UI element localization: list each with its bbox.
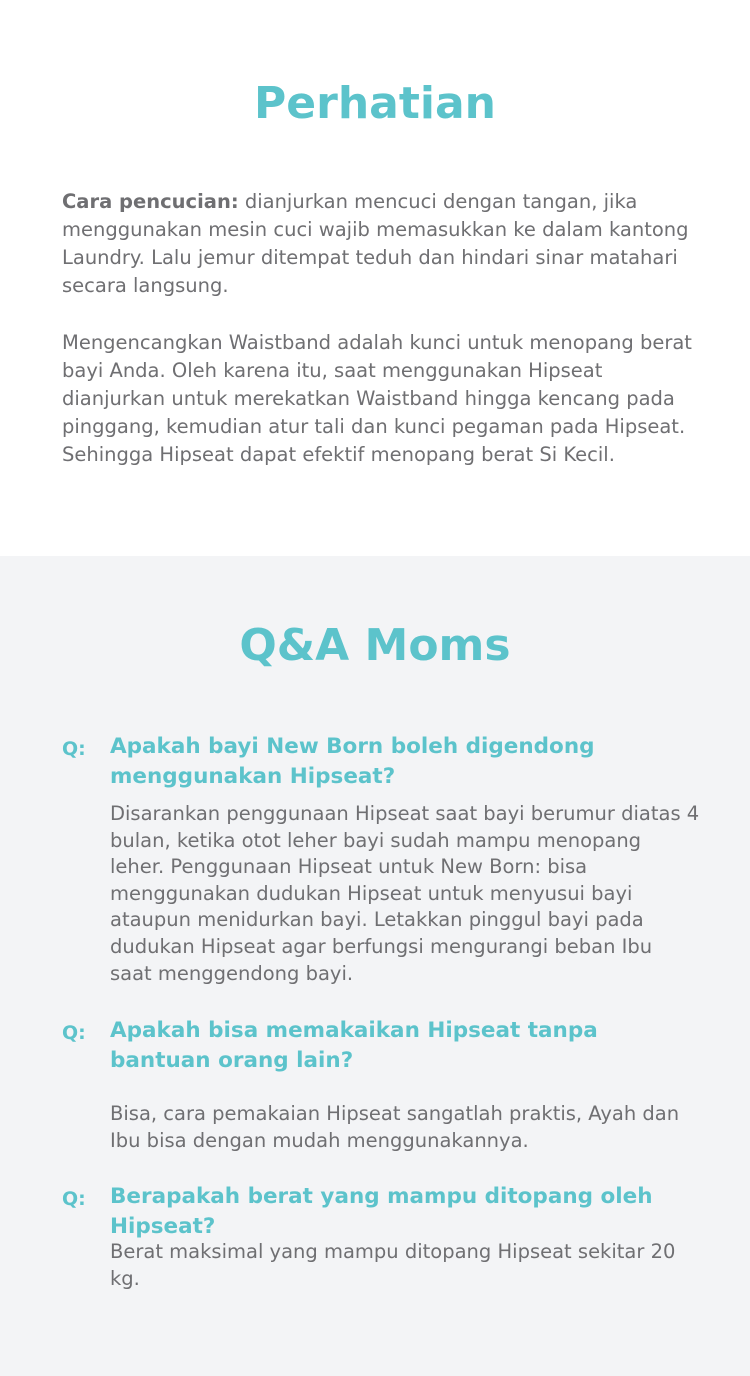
question-label: Q: — [62, 1188, 86, 1210]
washing-label: Cara pencucian: — [62, 190, 239, 213]
answer-text: Berat maksimal yang mampu ditopang Hipseat sekitar 20 kg. — [110, 1240, 676, 1290]
answer-text: Disarankan penggunaan Hipseat saat bayi berumur diatas 4 bulan, ketika otot leher bayi sudah mampu menopang leher. Penggunaan Hipseat untuk New Born: bisa menggunakan dudukan Hipseat untuk menyusui bayi ataupun menidurkan bayi. Letakkan pinggul bayi pada dudukan Hipseat agar berfungsi mengurangi beban Ibu saat menggendong bayi. — [110, 802, 700, 985]
question-text: Berapakah berat yang mampu ditopang oleh Hipseat? — [110, 1184, 653, 1239]
answer-text: Bisa, cara pemakaian Hipseat sangatlah praktis, Ayah dan Ibu bisa dengan mudah menggunakannya. — [110, 1102, 680, 1152]
qa-title: Q&A Moms — [239, 620, 511, 671]
question-text: Apakah bisa memakaikan Hipseat tanpa bantuan orang lain? — [110, 1018, 598, 1073]
waistband-instructions: Mengencangkan Waistband adalah kunci untuk menopang berat bayi Anda. Oleh karena itu, saat menggunakan Hipseat dianjurkan untuk merekatkan Waistband hingga kencang pada pinggang, kemudian atur tali dan kunci pegaman pada Hipseat. Sehingga Hipseat dapat efektif menopang berat Si Kecil. — [62, 331, 692, 466]
question-label: Q: — [62, 1022, 86, 1044]
attention-section — [0, 0, 750, 556]
qa-section — [0, 556, 750, 1376]
washing-instructions — [62, 188, 702, 300]
question-label: Q: — [62, 738, 86, 760]
washing-text: dianjurkan mencuci dengan tangan, jika menggunakan mesin cuci wajib memasukkan ke dalam kantong Laundry. Lalu jemur ditempat teduh dan hindari sinar matahari secara langsung. — [62, 190, 689, 297]
question-text: Apakah bayi New Born boleh digendong menggunakan Hipseat? — [110, 734, 595, 789]
attention-title: Perhatian — [254, 78, 496, 129]
